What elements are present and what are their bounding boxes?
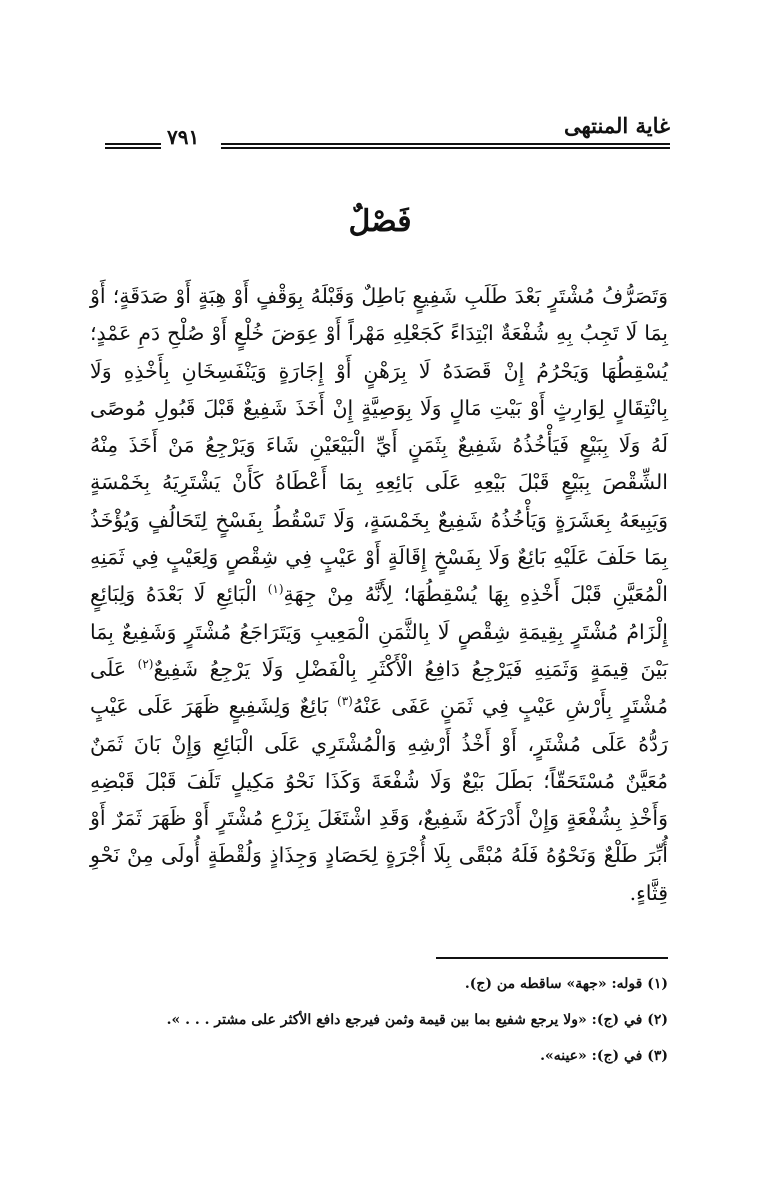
body-segment-2: الْبَائِعِ لَا بَعْدَهُ وَلِبَائِعٍ إِلْزَامُ مُشْتَرٍ بِقِيمَةِ شِقْصٍ لَا بِالثَّمَنِ الْمَعِيبِ وَيَتَرَاجَعُ مُشْتَرٍ وَشَفِيعٌ بِمَا بَيْنَ قِيمَةٍ وَثَمَنِهِ فَيَرْجِعُ دَافِعُ الْأَكْثَرِ بِالْفَضْلِ وَلَا يَرْجِعُ شَفِيعٌ bbox=[90, 582, 668, 681]
body-paragraph bbox=[90, 278, 668, 912]
footnote-marker-2: (٢) bbox=[137, 657, 154, 672]
footnote-3: (٣) في (ج): «عينه». bbox=[540, 1048, 668, 1064]
page-header bbox=[105, 112, 670, 156]
footnote-2: (٢) في (ج): «ولا يرجع شفيع بما بين قيمة وثمن فيرجع دافع الأكثر على مشتر . . . ». bbox=[166, 1012, 668, 1028]
header-rule-left bbox=[105, 143, 161, 149]
footnote-marker-3: (٣) bbox=[337, 694, 353, 709]
page-number: ٧٩١ bbox=[167, 125, 200, 149]
body-segment-3: عَلَى مُشْتَرٍ بِأَرْشِ عَيْبٍ فِي ثَمَنٍ عَفَى عَنْهُ bbox=[90, 656, 668, 719]
footnote-separator bbox=[436, 957, 668, 959]
footnotes bbox=[90, 966, 668, 1074]
running-title: غاية المنتهى bbox=[563, 113, 670, 138]
footnote-1: (١) قوله: «جهة» ساقطه من (ج). bbox=[464, 976, 668, 992]
body-segment-4: بَائِعٌ وَلِشَفِيعٍ ظَهَرَ عَلَى عَيْبٍ رَدُّهُ عَلَى مُشْتَرٍ، أَوْ أَخْذُ أَرْشِهِ وَالْمُشْتَرِي عَلَى الْبَائِعِ وَإِنْ بَانَ ثَمَنٌ مُعَيَّنٌ مُسْتَحَقّاً؛ بَطَلَ بَيْعٌ وَلَا شُفْعَةَ وَكَذَا نَحْوُ مَكِيلٍ تَلَفَ قَبْلَ قَبْضِهِ وَأَخْذِ بِشُفْعَةٍ وَإِنْ أَدْرَكَهُ شَفِيعٌ، وَقَدِ اشْتَغَلَ بِزَرْعِ مُشْتَرٍ أَوْ ظَهَرَ ثَمَرٌ أَوْ أُبِّرَ طَلْعٌ وَنَحْوُهُ فَلَهُ مُبْقًى بِلَا أُجْرَةٍ لِحَصَادٍ وَجِذَاذٍ وَلُقْطَةٍ أُولَى مِنْ نَحْوِ قِثَّاءٍ. bbox=[90, 694, 668, 905]
header-rule-right bbox=[221, 143, 670, 149]
section-title: فَصْلٌ bbox=[348, 204, 412, 239]
body-segment-1: وَتَصَرُّفُ مُشْتَرٍ بَعْدَ طَلَبِ شَفِيعٍ بَاطِلٌ وَقَبْلَهُ بِوَقْفٍ أَوْ هِبَةٍ أَوْ صَدَقَةٍ؛ أَوْ بِمَا لَا تَجِبُ بِهِ شُفْعَةٌ ابْتِدَاءً كَجَعْلِهِ مَهْراً أَوْ عِوَضَ خُلْعٍ أَوْ صُلْحِ دَمِ عَمْدٍ؛ يُسْقِطُهَا وَيَحْرُمُ إِنْ قَصَدَهُ لَا بِرَهْنٍ أَوْ إِجَارَةٍ وَيَنْفَسِخَانِ بِأَخْذِهِ وَلَا بِانْتِقَالٍ لِوَارِثٍ أَوْ بَيْتِ مَالٍ وَلَا بِوَصِيَّةٍ إِنْ أَخَذَ شَفِيعٌ قَبْلَ قَبُولِ مُوصًى لَهُ وَلَا بِبَيْعٍ فَيَأْخُذُهُ شَفِيعٌ بِثَمَنٍ أَيِّ الْبَيْعَيْنِ شَاءَ وَيَرْجِعُ مَنْ أَخَذَ مِنْهُ الشِّقْصَ بِبَيْعٍ قَبْلَ بَيْعِهِ عَلَى بَائِعِهِ بِمَا أَعْطَاهُ كَأَنْ يَشْتَرِيَهُ بِخَمْسَةٍ وَيَبِيعَهُ بِعَشَرَةٍ وَيَأْخُذُهُ شَفِيعٌ بِخَمْسَةٍ، وَلَا تَسْقُطُ بِفَسْخٍ لِتَحَالُفٍ وَيُؤْخَذُ بِمَا حَلَفَ عَلَيْهِ بَائِعٌ وَلَا بِفَسْخٍ إِقَالَةٍ أَوْ عَيْبٍ فِي شِقْصٍ وَلِعَيْبٍ فِي ثَمَنِهِ الْمُعَيَّنِ قَبْلَ أَخْذِهِ بِهَا يُسْقِطُهَا؛ لِأَنَّهُ مِنْ جِهَةِ bbox=[90, 284, 668, 607]
footnote-marker-1: (١) bbox=[267, 582, 284, 597]
